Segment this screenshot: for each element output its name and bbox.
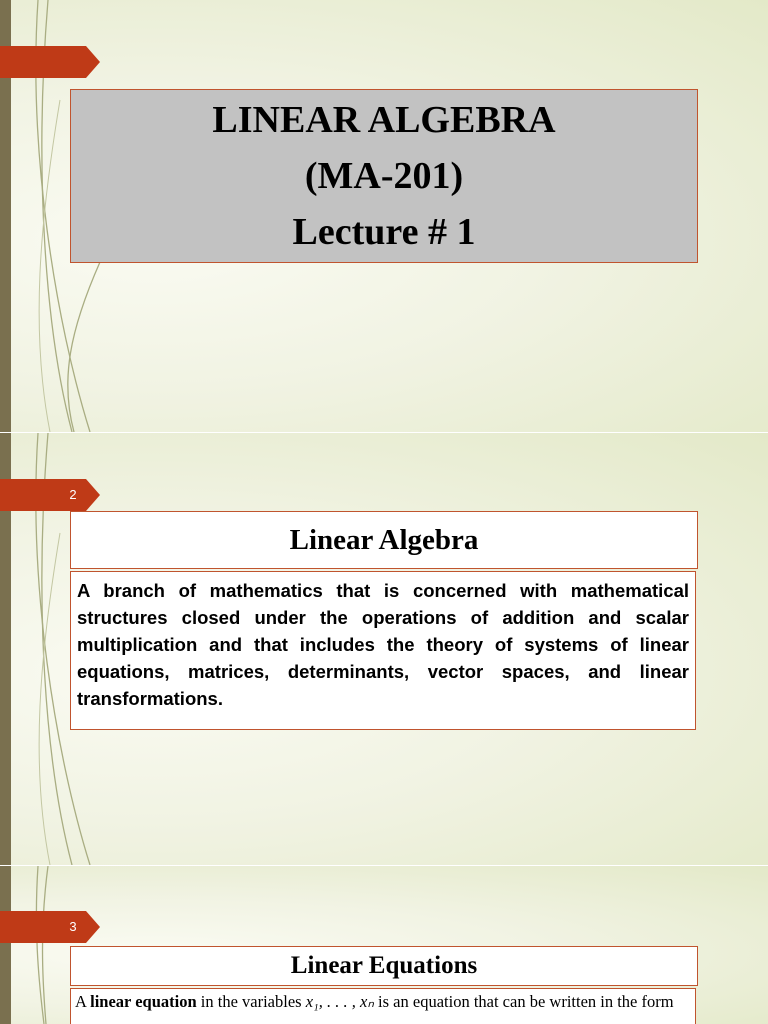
- slide-number-tab: [0, 479, 100, 511]
- lecture-number: Lecture # 1: [292, 211, 476, 253]
- heading-text: Linear Equations: [290, 952, 478, 979]
- text-suffix: is an equation that can be written in the form: [373, 992, 674, 1011]
- variables-math: x₁, . . . , xₙ: [305, 992, 374, 1011]
- slide-number: 2: [69, 487, 77, 502]
- equation-box: [70, 988, 696, 1024]
- slide-number-tab: [0, 46, 100, 78]
- slide-number-tab: [0, 911, 100, 943]
- slide-number: 3: [69, 919, 77, 934]
- slide-1: [0, 0, 768, 432]
- text-prefix: A: [75, 992, 91, 1011]
- definition-text: A branch of mathematics that is concerned with mathematical structures closed under the operations of addition and scalar multiplication and that includes the theory of systems of linear equations, matrices, determinants, vector spaces, and linear transformations.: [77, 580, 689, 709]
- linear-equation-definition: [71, 989, 695, 1015]
- slide-2: [0, 433, 768, 865]
- heading-text: Linear Algebra: [289, 523, 479, 556]
- course-title: LINEAR ALGEBRA: [212, 99, 556, 141]
- term-linear-equation: linear equation: [90, 992, 197, 1011]
- slide-3: [0, 866, 768, 1024]
- title-box: [70, 89, 698, 263]
- definition-box: [70, 571, 696, 730]
- course-code: (MA-201): [304, 155, 464, 197]
- slide-heading: [70, 946, 698, 986]
- slide-heading: [70, 511, 698, 569]
- text-middle: in the variables: [196, 992, 306, 1011]
